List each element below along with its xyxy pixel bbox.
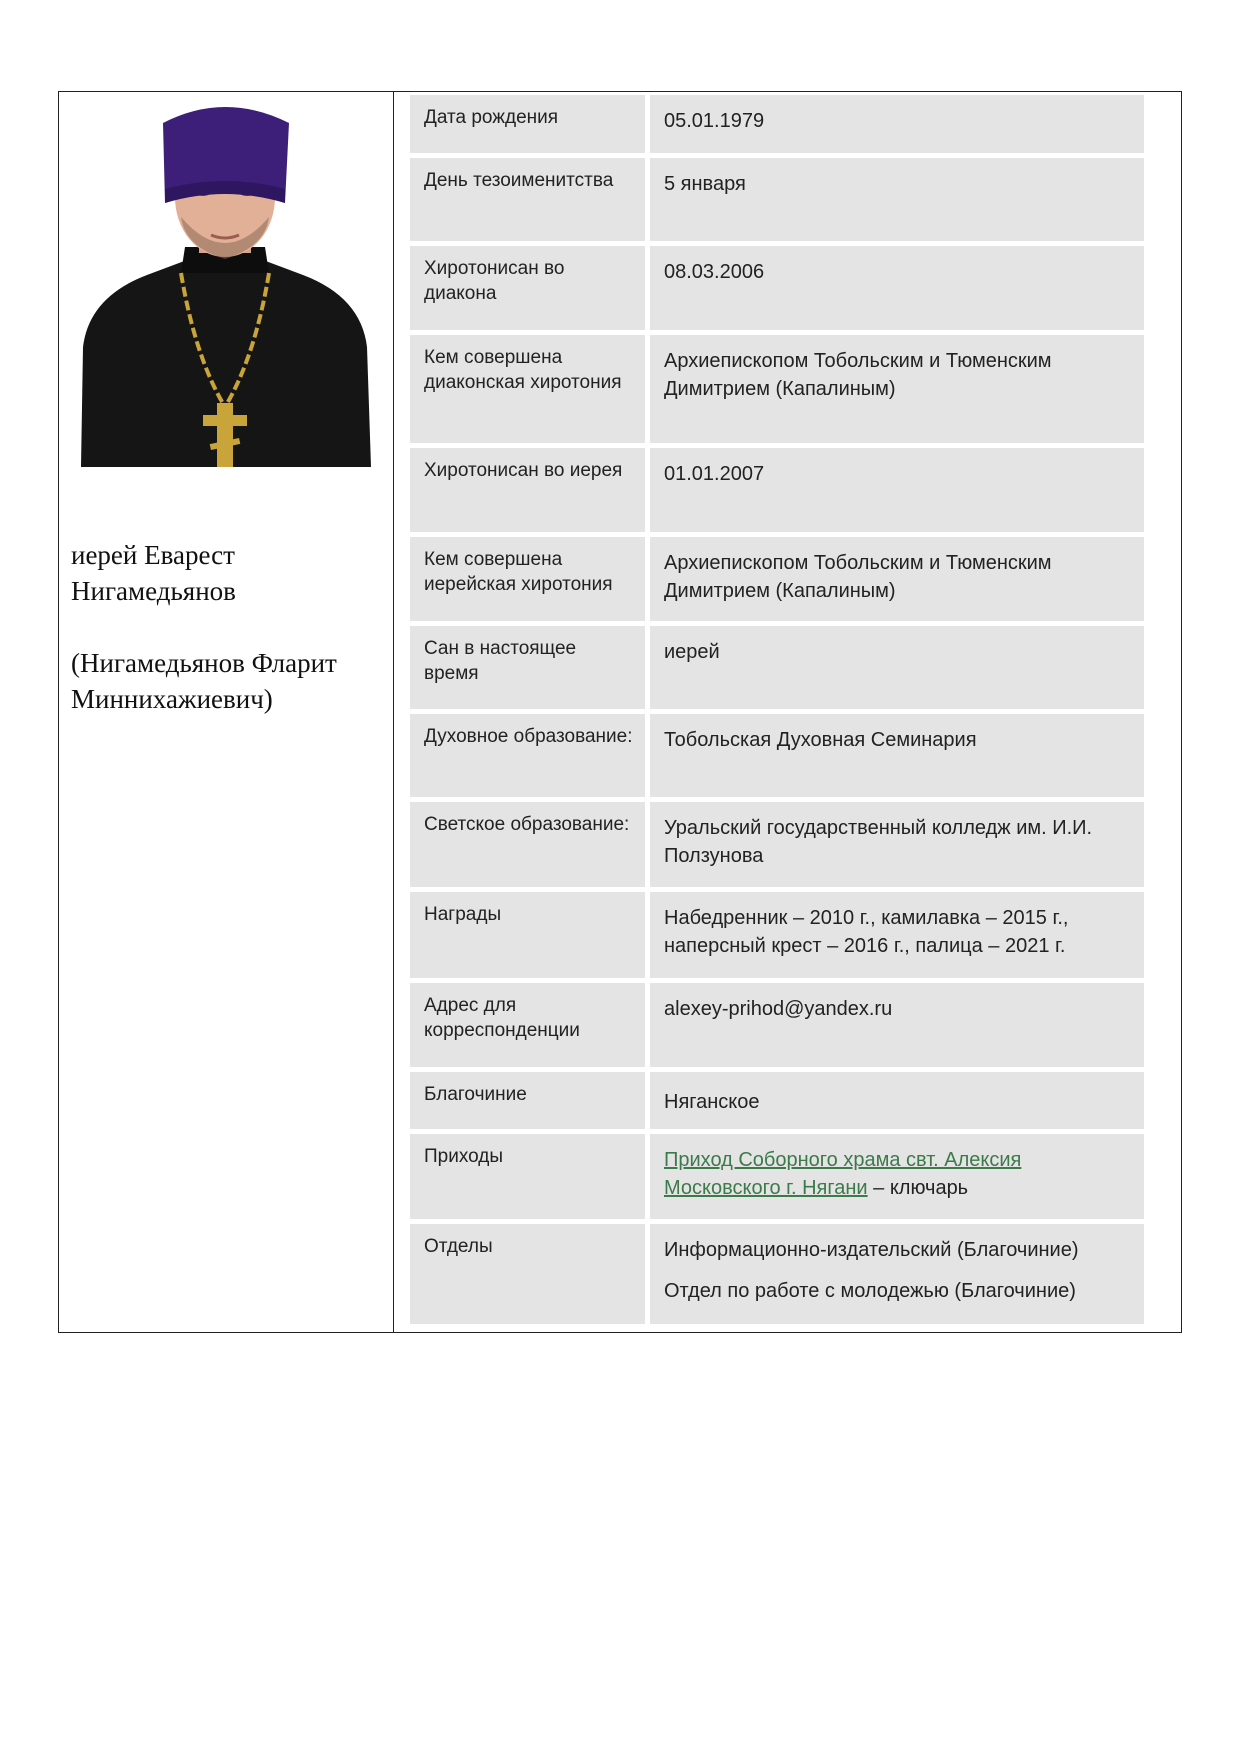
- row-value: Уральский государственный колледж им. И.И. Ползунова: [650, 802, 1144, 887]
- row-value: 01.01.2007: [650, 448, 1144, 532]
- row-label: Хиротонисан во диакона: [410, 246, 645, 330]
- row-value: [650, 1134, 1144, 1219]
- row-name-day: [410, 158, 1144, 241]
- row-value: Няганское: [650, 1072, 1144, 1129]
- row-deacon-ordination: [410, 246, 1144, 330]
- row-departments: [410, 1224, 1144, 1324]
- parish-link[interactable]: Приход Соборного храма свт. Алексия Московского г. Нягани: [664, 1149, 1022, 1199]
- row-label: Адрес для корреспонденции: [410, 983, 645, 1067]
- email-value: alexey-prihod@yandex.ru: [650, 983, 1144, 1067]
- row-label: Награды: [410, 892, 645, 978]
- profile-table: [58, 91, 1182, 1333]
- priest-photo: [77, 97, 373, 467]
- row-deacon-ordained-by: [410, 335, 1144, 443]
- row-birth-date: [410, 95, 1144, 153]
- row-label: Благочиние: [410, 1072, 645, 1129]
- row-label: Дата рождения: [410, 95, 645, 153]
- row-mailing-address: [410, 983, 1144, 1067]
- row-label: Сан в настоящее время: [410, 626, 645, 709]
- row-value: Архиепископом Тобольским и Тюменским Димитрием (Капалиным): [650, 335, 1144, 443]
- row-priest-ordained-by: [410, 537, 1144, 621]
- row-priest-ordination: [410, 448, 1144, 532]
- parish-role: – ключарь: [867, 1177, 969, 1199]
- row-secular-education: [410, 802, 1144, 887]
- row-label: Кем совершена диаконская хиротония: [410, 335, 645, 443]
- row-deanery: [410, 1072, 1144, 1129]
- row-label: Духовное образование:: [410, 714, 645, 797]
- profile-left-column: [59, 92, 394, 1332]
- row-value: Набедренник – 2010 г., камилавка – 2015 г., наперсный крест – 2016 г., палица – 2021 г.: [650, 892, 1144, 978]
- row-label: День тезоименитства: [410, 158, 645, 241]
- row-label: Хиротонисан во иерея: [410, 448, 645, 532]
- priest-name: иерей Еварест Нигамедьянов: [71, 540, 236, 606]
- row-label: Кем совершена иерейская хиротония: [410, 537, 645, 621]
- row-value: 5 января: [650, 158, 1144, 241]
- row-label: Светское образование:: [410, 802, 645, 887]
- row-value: 05.01.1979: [650, 95, 1144, 153]
- row-label: Приходы: [410, 1134, 645, 1219]
- row-parishes: [410, 1134, 1144, 1219]
- row-value: Архиепископом Тобольским и Тюменским Димитрием (Капалиным): [650, 537, 1144, 621]
- department-item: Отдел по работе с молодежью (Благочиние): [664, 1280, 1076, 1302]
- row-value: 08.03.2006: [650, 246, 1144, 330]
- row-label: Отделы: [410, 1224, 645, 1324]
- row-value: [650, 1224, 1144, 1324]
- row-value: Тобольская Духовная Семинария: [650, 714, 1144, 797]
- profile-details: [410, 95, 1144, 1329]
- row-spiritual-education: [410, 714, 1144, 797]
- priest-name-block: [71, 537, 381, 717]
- row-current-rank: [410, 626, 1144, 709]
- department-item: Информационно-издательский (Благочиние): [664, 1239, 1079, 1261]
- row-value: иерей: [650, 626, 1144, 709]
- priest-secular-name: (Нигамедьянов Фларит Миннихажиевич): [71, 648, 337, 714]
- row-awards: [410, 892, 1144, 978]
